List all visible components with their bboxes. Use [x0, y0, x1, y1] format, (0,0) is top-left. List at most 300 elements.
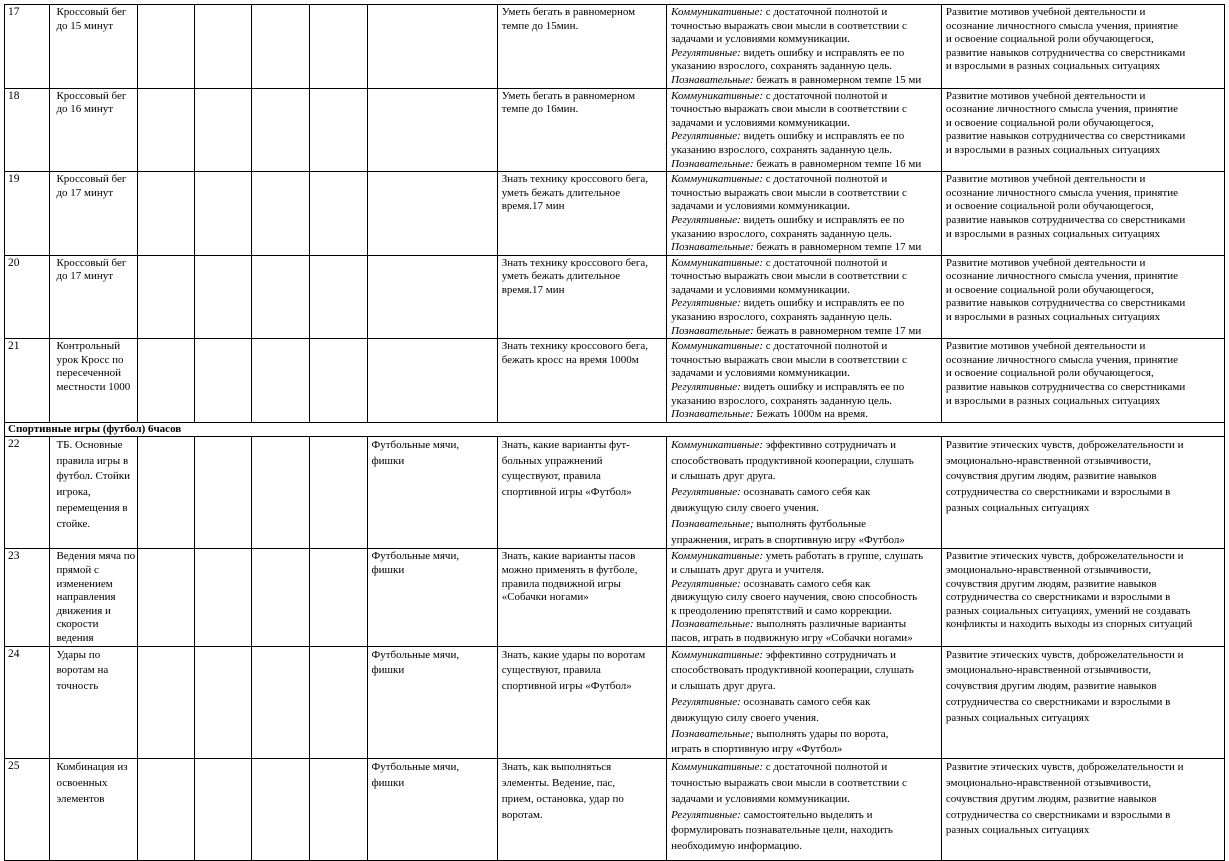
- uud-label: Коммуникативные:: [671, 761, 763, 774]
- section-heading-row: [5, 422, 1225, 436]
- subject-results-cell: [497, 549, 666, 646]
- uud-text: движущую силу своего учения.: [671, 502, 819, 514]
- uud-text: эффективно сотрудничать и: [763, 438, 897, 451]
- uud-label: Коммуникативные:: [671, 173, 763, 186]
- uud-text: задачами и условиями коммуникации.: [671, 367, 850, 380]
- uud-text: задачами и условиями коммуникации.: [671, 200, 850, 213]
- empty-cell: [309, 255, 367, 339]
- uud-label: Регулятивные:: [671, 46, 741, 59]
- personal-line: развитие навыков сотрудничества со сверстниками: [945, 46, 1186, 59]
- topic-line: изменением: [56, 577, 113, 590]
- uud-line: [671, 395, 937, 409]
- uud-line: [671, 90, 937, 104]
- uud-label: Коммуникативные:: [671, 648, 763, 661]
- equipment-cell: [367, 436, 497, 549]
- subject-line: Знать технику кроссового бега,: [501, 256, 648, 269]
- uud-text: задачами и условиями коммуникации.: [671, 283, 850, 296]
- table-row: [5, 646, 1225, 759]
- personal-line: Развитие этических чувств, доброжелательности и: [945, 648, 1184, 661]
- subject-results-cell: [497, 5, 666, 89]
- uud-line: [671, 839, 937, 855]
- personal-line: разных социальных ситуациях: [945, 711, 1090, 724]
- uud-line: [671, 47, 937, 61]
- uud-line: [671, 776, 937, 792]
- uud-line: [671, 144, 937, 158]
- uud-label: Познавательные:: [671, 157, 754, 170]
- empty-cell: [251, 5, 309, 89]
- topic-line: до 15 минут: [56, 19, 114, 32]
- personal-line: сотрудничества со сверстниками и взрослыми в: [945, 808, 1171, 821]
- uud-line: [671, 711, 937, 727]
- uud-label: Познавательные:: [671, 408, 754, 421]
- uud-text: видеть ошибку и исправлять ее по: [740, 130, 905, 143]
- subject-line: элементы. Ведение, пас,: [501, 776, 616, 789]
- subject-results-cell: [497, 339, 666, 423]
- topic-line: скорости: [56, 618, 99, 631]
- empty-cell: [251, 339, 309, 423]
- equipment-cell: [367, 549, 497, 646]
- uud-line: [671, 591, 937, 605]
- empty-cell: [309, 436, 367, 549]
- uud-text: с достаточной полнотой и: [763, 173, 888, 186]
- uud-line: [671, 228, 937, 242]
- empty-cell: [195, 339, 252, 423]
- uud-label: Познавательные;: [671, 517, 754, 530]
- personal-line: Развитие мотивов учебной деятельности и: [945, 256, 1146, 269]
- uud-line: [671, 469, 937, 485]
- uud-text: выполнять различные варианты: [753, 618, 907, 631]
- topic-line: точность: [56, 680, 99, 693]
- uud-text: осознавать самого себя как: [740, 695, 871, 708]
- subject-line: бежать кросс на время 1000м: [501, 353, 639, 366]
- lesson-topic: [50, 88, 138, 172]
- topic-line: Кроссовый бег: [56, 6, 127, 18]
- subject-results-cell: [497, 646, 666, 759]
- personal-line: осознание личностного смысла учения, принятие: [945, 353, 1178, 366]
- equipment-cell: [367, 759, 497, 861]
- personal-line: развитие навыков сотрудничества со сверстниками: [945, 213, 1186, 226]
- uud-label: Коммуникативные:: [671, 340, 763, 353]
- uud-text: точностью выражать свои мысли в соответствии с: [671, 353, 907, 366]
- uud-text: с достаточной полнотой и: [763, 256, 888, 269]
- personal-results-cell: [941, 646, 1224, 759]
- subject-results-cell: [497, 436, 666, 549]
- personal-line: развитие навыков сотрудничества со сверстниками: [945, 381, 1186, 394]
- uud-text: осознавать самого себя как: [740, 486, 871, 499]
- lesson-number: 22: [5, 436, 50, 549]
- table-body: [5, 5, 1225, 861]
- uud-line: [671, 311, 937, 325]
- uud-text: и слышать друг друга и учителя.: [671, 563, 825, 576]
- topic-line: пересеченной: [56, 367, 122, 380]
- subject-line: прием, остановка, удар по: [501, 792, 624, 805]
- empty-cell: [251, 646, 309, 759]
- uud-text: Бежать 1000м на время.: [753, 408, 868, 421]
- subject-results-cell: [497, 172, 666, 256]
- uud-text: видеть ошибку и исправлять ее по: [740, 381, 905, 394]
- lesson-topic: [50, 339, 138, 423]
- uud-line: [671, 578, 937, 592]
- uud-text: способствовать продуктивной кооперации, слушать: [671, 664, 914, 677]
- uud-label: Регулятивные:: [671, 381, 741, 394]
- empty-cell: [195, 5, 252, 89]
- personal-line: разных социальных ситуациях, умений не создавать: [945, 604, 1191, 617]
- empty-cell: [309, 646, 367, 759]
- topic-line: урок Кросс по: [56, 353, 124, 366]
- uud-text: движущую силу своего учения.: [671, 711, 819, 724]
- empty-cell: [251, 88, 309, 172]
- personal-results-cell: [941, 5, 1224, 89]
- uud-text: пасов, играть в подвижную игру «Собачки ногами»: [671, 631, 913, 644]
- empty-cell: [309, 759, 367, 861]
- uud-line: [671, 214, 937, 228]
- empty-cell: [138, 172, 195, 256]
- personal-results-cell: [941, 549, 1224, 646]
- topic-line: местности 1000: [56, 381, 131, 394]
- subject-line: существуют, правила: [501, 664, 601, 677]
- uud-cell: [667, 5, 942, 89]
- subject-line: Знать технику кроссового бега,: [501, 340, 648, 353]
- empty-cell: [251, 255, 309, 339]
- topic-line: до 17 минут: [56, 186, 114, 199]
- uud-text: осознавать самого себя как: [740, 577, 871, 590]
- uud-cell: [667, 436, 942, 549]
- subject-line: Знать, как выполняться: [501, 761, 612, 774]
- empty-cell: [195, 759, 252, 861]
- uud-text: точностью выражать свои мысли в соответствии с: [671, 186, 907, 199]
- uud-line: [671, 130, 937, 144]
- personal-line: Развитие этических чувств, доброжелательности и: [945, 550, 1184, 563]
- uud-cell: [667, 759, 942, 861]
- uud-line: [671, 241, 937, 255]
- personal-line: и освоение социальной роли обучающегося,: [945, 283, 1154, 296]
- personal-line: сотрудничества со сверстниками и взрослыми в: [945, 695, 1171, 708]
- personal-line: сотрудничества со сверстниками и взрослыми в: [945, 591, 1171, 604]
- subject-line: Уметь бегать в равномерном: [501, 6, 636, 18]
- uud-line: [671, 517, 937, 533]
- uud-text: указанию взрослого, сохранять заданную цель.: [671, 60, 893, 73]
- uud-text: выполнять футбольные: [753, 517, 867, 530]
- topic-line: Контрольный: [56, 340, 121, 353]
- uud-label: Регулятивные:: [671, 213, 741, 226]
- subject-line: время.17 мин: [501, 283, 565, 296]
- personal-line: осознание личностного смысла учения, принятие: [945, 103, 1178, 116]
- uud-label: Познавательные:: [671, 73, 754, 86]
- table-row: [5, 255, 1225, 339]
- lesson-topic: [50, 172, 138, 256]
- personal-line: и взрослыми в разных социальных ситуациях: [945, 60, 1161, 73]
- table-row: [5, 5, 1225, 89]
- personal-line: и взрослыми в разных социальных ситуациях: [945, 227, 1161, 240]
- personal-line: осознание личностного смысла учения, принятие: [945, 186, 1178, 199]
- uud-text: бежать в равномерном темпе 17 ми: [753, 324, 922, 337]
- topic-line: ведения: [56, 631, 94, 644]
- empty-cell: [251, 759, 309, 861]
- personal-line: разных социальных ситуациях: [945, 502, 1090, 514]
- lesson-number: 25: [5, 759, 50, 861]
- subject-line: темпе до 16мин.: [501, 103, 579, 116]
- table-row: [5, 759, 1225, 861]
- lesson-topic: [50, 5, 138, 89]
- uud-line: [671, 257, 937, 271]
- lesson-number: 19: [5, 172, 50, 256]
- personal-line: сочувствия другим людям, развитие навыков: [945, 792, 1157, 805]
- uud-line: [671, 200, 937, 214]
- topic-line: Комбинация из: [56, 761, 128, 774]
- personal-line: и взрослыми в разных социальных ситуациях: [945, 311, 1161, 324]
- topic-line: движения и: [56, 604, 111, 617]
- personal-line: развитие навыков сотрудничества со сверстниками: [945, 130, 1186, 143]
- equipment-line: Футбольные мячи,: [371, 648, 460, 661]
- equipment-cell: [367, 255, 497, 339]
- uud-label: Познавательные:: [671, 324, 754, 337]
- uud-cell: [667, 88, 942, 172]
- uud-text: точностью выражать свои мысли в соответствии с: [671, 776, 907, 789]
- subject-line: Знать, какие удары по воротам: [501, 648, 646, 661]
- topic-line: до 16 минут: [56, 103, 114, 116]
- uud-label: Коммуникативные:: [671, 89, 763, 102]
- uud-line: [671, 270, 937, 284]
- topic-line: футбол. Стойки: [56, 470, 131, 483]
- personal-results-cell: [941, 339, 1224, 423]
- uud-line: [671, 632, 937, 646]
- equipment-cell: [367, 646, 497, 759]
- personal-line: эмоционально-нравственной отзывчивости,: [945, 664, 1152, 677]
- uud-cell: [667, 549, 942, 646]
- uud-text: упражнения, играть в спортивную игру «Футбол»: [671, 533, 905, 546]
- table-row: [5, 88, 1225, 172]
- empty-cell: [251, 549, 309, 646]
- personal-line: и взрослыми в разных социальных ситуациях: [945, 394, 1161, 407]
- uud-text: эффективно сотрудничать и: [763, 648, 897, 661]
- personal-line: и взрослыми в разных социальных ситуациях: [945, 143, 1161, 156]
- empty-cell: [195, 646, 252, 759]
- personal-line: разных социальных ситуациях: [945, 824, 1090, 837]
- personal-line: Развитие мотивов учебной деятельности и: [945, 173, 1146, 186]
- uud-text: видеть ошибку и исправлять ее по: [740, 213, 905, 226]
- uud-line: [671, 663, 937, 679]
- topic-line: ТБ. Основные: [56, 438, 123, 451]
- subject-line: темпе до 15мин.: [501, 19, 579, 32]
- empty-cell: [195, 88, 252, 172]
- uud-text: необходимую информацию.: [671, 840, 802, 853]
- personal-line: эмоционально-нравственной отзывчивости,: [945, 776, 1152, 789]
- topic-line: Кроссовый бег: [56, 173, 127, 186]
- uud-label: Познавательные:: [671, 241, 754, 254]
- uud-label: Коммуникативные:: [671, 6, 763, 18]
- empty-cell: [309, 172, 367, 256]
- lesson-plan-table: [4, 4, 1225, 861]
- equipment-line: фишки: [371, 454, 405, 467]
- topic-line: элементов: [56, 792, 105, 805]
- equipment-line: фишки: [371, 664, 405, 677]
- equipment-cell: [367, 339, 497, 423]
- uud-line: [671, 760, 937, 776]
- empty-cell: [195, 549, 252, 646]
- empty-cell: [138, 339, 195, 423]
- uud-text: с достаточной полнотой и: [763, 89, 888, 102]
- subject-line: Знать, какие варианты пасов: [501, 550, 636, 563]
- personal-line: и освоение социальной роли обучающегося,: [945, 33, 1154, 46]
- personal-results-cell: [941, 255, 1224, 339]
- empty-cell: [138, 5, 195, 89]
- uud-line: [671, 103, 937, 117]
- uud-text: и слышать друг друга.: [671, 680, 776, 693]
- lesson-number: 20: [5, 255, 50, 339]
- equipment-cell: [367, 172, 497, 256]
- personal-line: сочувствия другим людям, развитие навыков: [945, 577, 1157, 590]
- uud-cell: [667, 646, 942, 759]
- uud-line: [671, 20, 937, 34]
- lesson-number: 23: [5, 549, 50, 646]
- personal-results-cell: [941, 172, 1224, 256]
- personal-line: сотрудничества со сверстниками и взрослыми в: [945, 486, 1171, 499]
- topic-line: игрока,: [56, 486, 91, 499]
- uud-line: [671, 808, 937, 824]
- uud-text: с достаточной полнотой и: [763, 6, 888, 18]
- personal-results-cell: [941, 88, 1224, 172]
- personal-line: и освоение социальной роли обучающегося,: [945, 200, 1154, 213]
- topic-line: до 17 минут: [56, 270, 114, 283]
- subject-line: Знать, какие варианты фут-: [501, 438, 630, 451]
- uud-line: [671, 550, 937, 564]
- uud-line: [671, 742, 937, 758]
- lesson-number: 21: [5, 339, 50, 423]
- empty-cell: [251, 172, 309, 256]
- uud-label: Регулятивные:: [671, 130, 741, 143]
- uud-line: [671, 792, 937, 808]
- equipment-line: фишки: [371, 776, 405, 789]
- uud-text: точностью выражать свои мысли в соответствии с: [671, 19, 907, 32]
- empty-cell: [138, 549, 195, 646]
- uud-text: указанию взрослого, сохранять заданную цель.: [671, 143, 893, 156]
- uud-text: формулировать познавательные цели, находить: [671, 824, 893, 837]
- personal-line: развитие навыков сотрудничества со сверстниками: [945, 297, 1186, 310]
- uud-text: бежать в равномерном темпе 16 ми: [753, 157, 922, 170]
- uud-line: [671, 695, 937, 711]
- uud-line: [671, 284, 937, 298]
- empty-cell: [309, 5, 367, 89]
- uud-cell: [667, 255, 942, 339]
- equipment-line: фишки: [371, 563, 405, 576]
- personal-results-cell: [941, 436, 1224, 549]
- uud-label: Коммуникативные:: [671, 438, 763, 451]
- uud-label: Регулятивные:: [671, 695, 741, 708]
- subject-line: спортивной игры «Футбол»: [501, 680, 632, 693]
- uud-line: [671, 485, 937, 501]
- personal-line: Развитие этических чувств, доброжелательности и: [945, 761, 1184, 774]
- empty-cell: [251, 436, 309, 549]
- lesson-topic: [50, 255, 138, 339]
- uud-line: [671, 727, 937, 743]
- topic-line: перемещения в: [56, 502, 128, 514]
- empty-cell: [138, 88, 195, 172]
- uud-line: [671, 173, 937, 187]
- empty-cell: [195, 255, 252, 339]
- topic-line: прямой с: [56, 563, 99, 576]
- table-row: [5, 172, 1225, 256]
- uud-label: Познавательные;: [671, 727, 754, 740]
- empty-cell: [138, 759, 195, 861]
- section-heading: Спортивные игры (футбол) 6часов: [5, 422, 1225, 436]
- uud-text: указанию взрослого, сохранять заданную цель.: [671, 394, 893, 407]
- lesson-topic: [50, 759, 138, 861]
- uud-line: [671, 605, 937, 619]
- uud-text: способствовать продуктивной кооперации, слушать: [671, 454, 914, 467]
- subject-line: больных упражнений: [501, 454, 603, 467]
- uud-text: уметь работать в группе, слушать: [763, 550, 924, 563]
- lesson-number: 24: [5, 646, 50, 759]
- lesson-topic: [50, 646, 138, 759]
- uud-label: Регулятивные:: [671, 486, 741, 499]
- uud-text: задачами и условиями коммуникации.: [671, 116, 850, 129]
- personal-line: осознание личностного смысла учения, принятие: [945, 270, 1178, 283]
- uud-line: [671, 823, 937, 839]
- uud-line: [671, 354, 937, 368]
- uud-line: [671, 648, 937, 664]
- personal-line: Развитие мотивов учебной деятельности и: [945, 6, 1146, 18]
- empty-cell: [138, 436, 195, 549]
- equipment-cell: [367, 88, 497, 172]
- uud-label: Регулятивные:: [671, 297, 741, 310]
- subject-line: правила подвижной игры: [501, 577, 621, 590]
- uud-text: видеть ошибку и исправлять ее по: [740, 46, 905, 59]
- subject-line: воротам.: [501, 808, 543, 821]
- empty-cell: [138, 255, 195, 339]
- uud-line: [671, 158, 937, 172]
- uud-line: [671, 454, 937, 470]
- uud-text: выполнять удары по ворота,: [753, 727, 889, 740]
- subject-line: уметь бежать длительное: [501, 186, 621, 199]
- subject-line: «Собачки ногами»: [501, 591, 589, 604]
- uud-text: задачами и условиями коммуникации.: [671, 33, 850, 46]
- equipment-line: Футбольные мячи,: [371, 438, 460, 451]
- empty-cell: [195, 436, 252, 549]
- personal-line: Развитие этических чувств, доброжелательности и: [945, 438, 1184, 451]
- uud-cell: [667, 339, 942, 423]
- topic-line: Кроссовый бег: [56, 256, 127, 269]
- empty-cell: [309, 339, 367, 423]
- personal-line: сочувствия другим людям, развитие навыков: [945, 470, 1157, 483]
- uud-line: [671, 501, 937, 517]
- personal-line: эмоционально-нравственной отзывчивости,: [945, 563, 1152, 576]
- empty-cell: [309, 549, 367, 646]
- uud-line: [671, 564, 937, 578]
- uud-text: с достаточной полнотой и: [763, 761, 888, 774]
- uud-line: [671, 33, 937, 47]
- uud-text: указанию взрослого, сохранять заданную цель.: [671, 227, 893, 240]
- empty-cell: [195, 172, 252, 256]
- uud-text: движущую силу своего научения, свою способность: [671, 591, 918, 604]
- personal-results-cell: [941, 759, 1224, 861]
- topic-line: Удары по: [56, 648, 101, 661]
- subject-line: Уметь бегать в равномерном: [501, 89, 636, 102]
- lesson-number: 18: [5, 88, 50, 172]
- personal-line: Развитие мотивов учебной деятельности и: [945, 340, 1146, 353]
- subject-results-cell: [497, 759, 666, 861]
- topic-line: освоенных: [56, 776, 108, 789]
- uud-text: к преодолению препятствий и само коррекции.: [671, 604, 892, 617]
- uud-text: бежать в равномерном темпе 15 ми: [753, 73, 922, 86]
- personal-line: конфликты и находить выходы из спорных ситуаций: [945, 618, 1193, 631]
- topic-line: воротам на: [56, 664, 109, 677]
- uud-label: Коммуникативные:: [671, 550, 763, 563]
- empty-cell: [309, 88, 367, 172]
- uud-line: [671, 533, 937, 549]
- empty-cell: [138, 646, 195, 759]
- uud-line: [671, 6, 937, 20]
- uud-text: точностью выражать свои мысли в соответствии с: [671, 103, 907, 116]
